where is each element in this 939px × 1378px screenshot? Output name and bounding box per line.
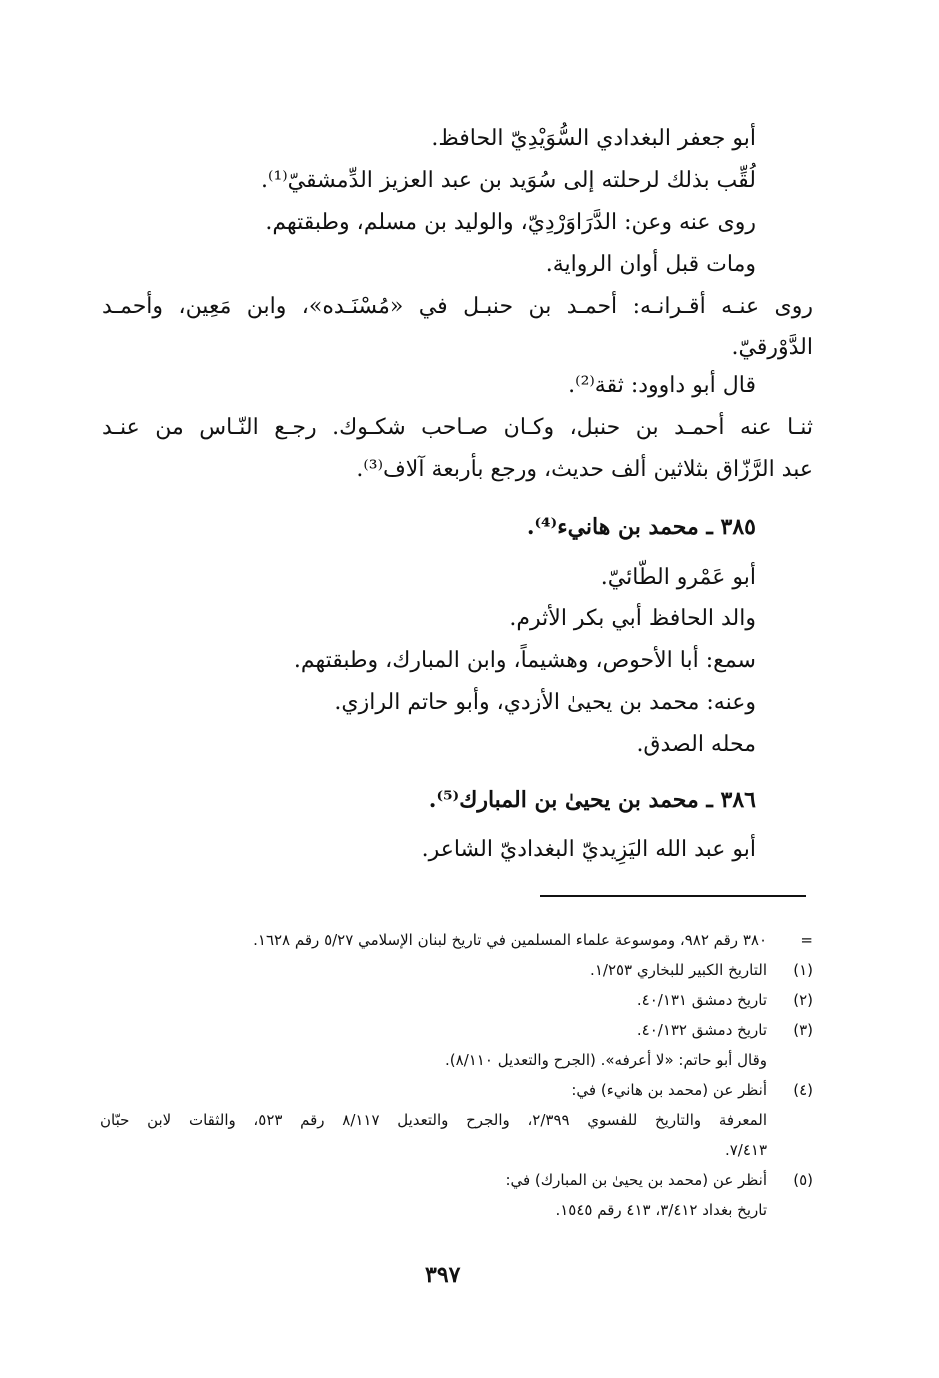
text-line: عبد الرَّزّاق بثلاثين ألف حديث، ورجع بأربعة آلاف⁽³⁾. [356, 457, 813, 482]
text-line: روى عنـه أقـرانـه: أحمـد بن حنبـل في «مُسْنَـده»، وابن مَعِين، وأحمـد [102, 294, 813, 319]
footnote-text: التاريخ الكبير للبخاري ١/٢٥٣. [590, 961, 767, 979]
footnote-number: (٤) [793, 1081, 813, 1099]
text-line: أبو عبد الله اليَزِيديّ البغداديّ الشاعر. [421, 837, 756, 862]
footnote-text: تاريخ بغداد ٣/٤١٢، ٤١٣ رقم ١٥٤٥. [555, 1201, 767, 1219]
footnote-rule [540, 895, 806, 897]
text-line: أبو عَمْرو الطّائيّ. [600, 565, 756, 590]
text-line: قال أبو داوود: ثقة⁽²⁾. [568, 373, 756, 398]
footnote-text: ٣٨٠ رقم ٩٨٢، وموسوعة علماء المسلمين في تاريخ لبنان الإسلامي ٥/٢٧ رقم ١٦٢٨. [253, 931, 767, 949]
footnote-text: تاريخ دمشق ٤٠/١٣١. [636, 991, 767, 1009]
footnote-number: (٣) [793, 1021, 813, 1039]
footnote-number: (١) [793, 961, 813, 979]
text-line: والد الحافظ أبي بكر الأثرم. [509, 606, 756, 631]
footnote-number: (٢) [793, 991, 813, 1009]
text-line: الدَّوْرقيّ. [731, 335, 813, 360]
page-number: ٣٩٧ [425, 1262, 461, 1288]
footnote-text: المعرفة والتاريخ للفسوي ٢/٣٩٩، والجرح والتعديل ٨/١١٧ رقم ٥٢٣، والثقات لابن حبّان [100, 1111, 767, 1129]
text-line: محله الصدق. [636, 732, 756, 757]
text-line: ثنـا عنه أحمـد بن حنبل، وكـان صـاحب شكـوك. رجـع النّـاس من عنـد [102, 415, 813, 440]
text-line: سمع: أبا الأحوص، وهشيماً، وابن المبارك، وطبقتهم. [293, 648, 756, 673]
footnote-text: تاريخ دمشق ٤٠/١٣٢. [636, 1021, 767, 1039]
footnote-number: (٥) [793, 1171, 813, 1189]
footnote-marker: = [800, 931, 813, 949]
text-line: لُقِّب بذلك لرحلته إلى سُوَيد بن عبد العزيز الدِّمشقيّ⁽¹⁾. [261, 168, 756, 193]
footnote-text: وقال أبو حاتم: «لا أعرفه». (الجرح والتعديل ٨/١١٠). [445, 1051, 767, 1069]
entry-heading: ٣٨٥ ـ محمد بن هانيء⁽⁴⁾. [526, 514, 756, 540]
text-line: روى عنه وعن: الدَّرَاوَرْدِيّ، والوليد بن مسلم، وطبقتهم. [265, 210, 756, 235]
footnote-text: أنظر عن (محمد بن يحيىٰ بن المبارك) في: [505, 1171, 767, 1189]
text-line: وعنه: محمد بن يحيىٰ الأزدي، وأبو حاتم الرازي. [334, 690, 756, 715]
footnote-text: أنظر عن (محمد بن هانيء) في: [571, 1081, 767, 1099]
entry-heading: ٣٨٦ ـ محمد بن يحيىٰ بن المبارك⁽⁵⁾. [428, 787, 756, 813]
text-line: أبو جعفر البغدادي السُّوَيْدِيّ الحافظ. [431, 126, 756, 151]
footnote-text: ٧/٤١٣. [724, 1141, 767, 1159]
text-line: ومات قبل أوان الرواية. [545, 252, 756, 277]
